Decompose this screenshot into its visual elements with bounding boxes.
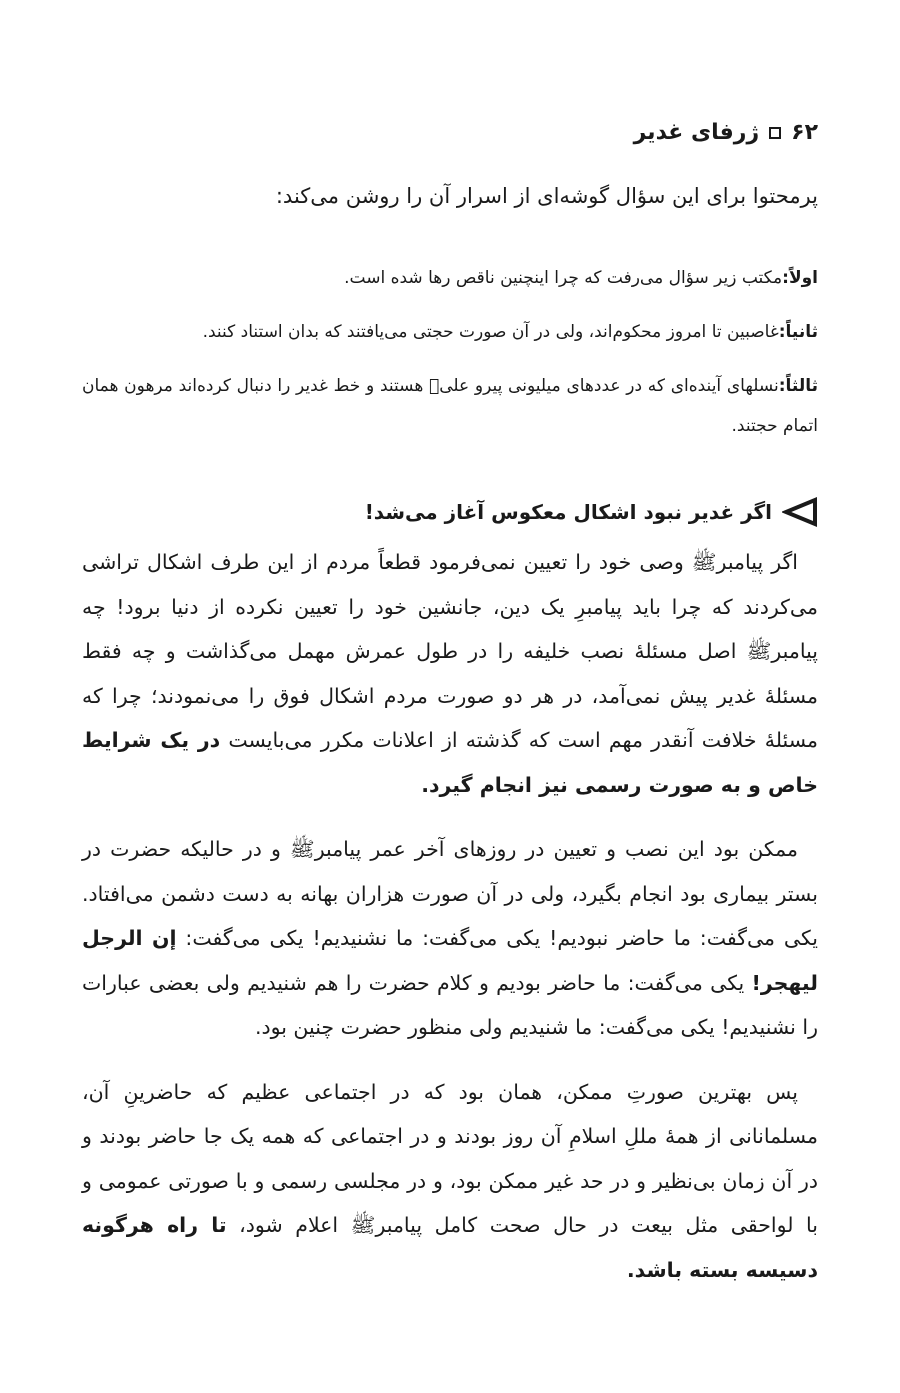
triangle-marker-icon xyxy=(782,497,818,527)
point-label: ثانیاً: xyxy=(778,322,818,342)
paragraph xyxy=(82,540,818,807)
page-number: ۶۲ xyxy=(791,120,818,145)
point-item xyxy=(82,258,818,298)
paragraph-text: ممکن بود این نصب و تعیین در روزهای آخر عمر پیامبرﷺ و در حالیکه حضرت در بستر بیماری بود انجام بگیرد، ولی در آن صورت هزاران بهانه به دست دشمن می‌افتاد. یکی می‌گفت: ما حاضر نبودیم! یکی می‌گفت: ما نشنیدیم! یکی می‌گفت: xyxy=(82,837,818,950)
numbered-points xyxy=(82,258,818,446)
paragraph-text: اگر پیامبرﷺ وصی خود را تعیین نمی‌فرمود قطعاً مردم از این طرف اشکال تراشی می‌کردند که چرا باید پیامبرِ یک دین، جانشین خود را تعیین نکرده از دنیا برود! چه پیامبرﷺ اصل مسئلهٔ نصب خلیفه را در طول عمرش مهمل می‌گذاشت و چه فقط مسئلهٔ غدیر پیش نمی‌آمد، در هر دو صورت مردم اشکال فوق را می‌نمودند؛ چرا که مسئلهٔ خلافت آنقدر مهم است که گذشته از اعلانات مکرر می‌بایست xyxy=(82,550,818,752)
point-text: مکتب زیر سؤال می‌رفت که چرا اینچنین ناقص رها شده است. xyxy=(344,268,783,288)
point-text: غاصبین تا امروز محکوم‌اند، ولی در آن صورت حجتی می‌یافتند که بدان استناد کنند. xyxy=(202,322,779,342)
running-header xyxy=(634,118,818,148)
paragraph-bold: در یک شرایط خاص و به صورت رسمی نیز انجام گیرد. xyxy=(82,728,818,797)
paragraph-bold: تا راه هرگونه دسیسه بسته باشد. xyxy=(82,1213,818,1282)
paragraph-text: یکی می‌گفت: ما حاضر بودیم و کلام حضرت را هم شنیدیم ولی بعضی عبارات را نشنیدیم! یکی می‌گفت: ما شنیدیم ولی منظور حضرت چنین بود. xyxy=(82,970,818,1039)
point-label: اولاً: xyxy=(782,268,818,288)
point-text: نسلهای آینده‌ای که در عددهای میلیونی پیرو علیؑ هستند و خط غدیر را دنبال کرده‌اند مرهون همان اتمام حجتند. xyxy=(82,376,818,436)
paragraph xyxy=(82,1070,818,1293)
body-text xyxy=(82,540,818,1292)
point-label: ثالثاً: xyxy=(778,376,818,396)
paragraph-bold: إن الرجل لیهجر! xyxy=(82,926,818,995)
paragraph xyxy=(82,827,818,1050)
intro-line: پرمحتوا برای این سؤال گوشه‌ای از اسرار آن را روشن می‌کند: xyxy=(275,184,818,208)
section-heading xyxy=(82,492,818,532)
book-title: ژرفای غدیر xyxy=(633,120,760,145)
square-bullet-icon xyxy=(769,127,781,139)
point-item xyxy=(82,366,818,446)
point-item xyxy=(82,312,818,352)
section-heading-text: اگر غدیر نبود اشکال معکوس آغاز می‌شد! xyxy=(364,500,772,524)
paragraph-text: پس بهترین صورتِ ممکن، همان بود که در اجتماعی عظیم که حاضرینِ آن، مسلمانانی از همهٔ مللِ اسلامِ آن روز بودند و در اجتماعی که همه یک جا حاضر بودند و در آن زمان بی‌نظیر و در حد غیر ممکن بود، و در مجلسی رسمی و با صورتی عمومی و با لواحقی مثل بیعت در حال صحت کامل پیامبرﷺ اعلام شود، xyxy=(82,1079,818,1237)
